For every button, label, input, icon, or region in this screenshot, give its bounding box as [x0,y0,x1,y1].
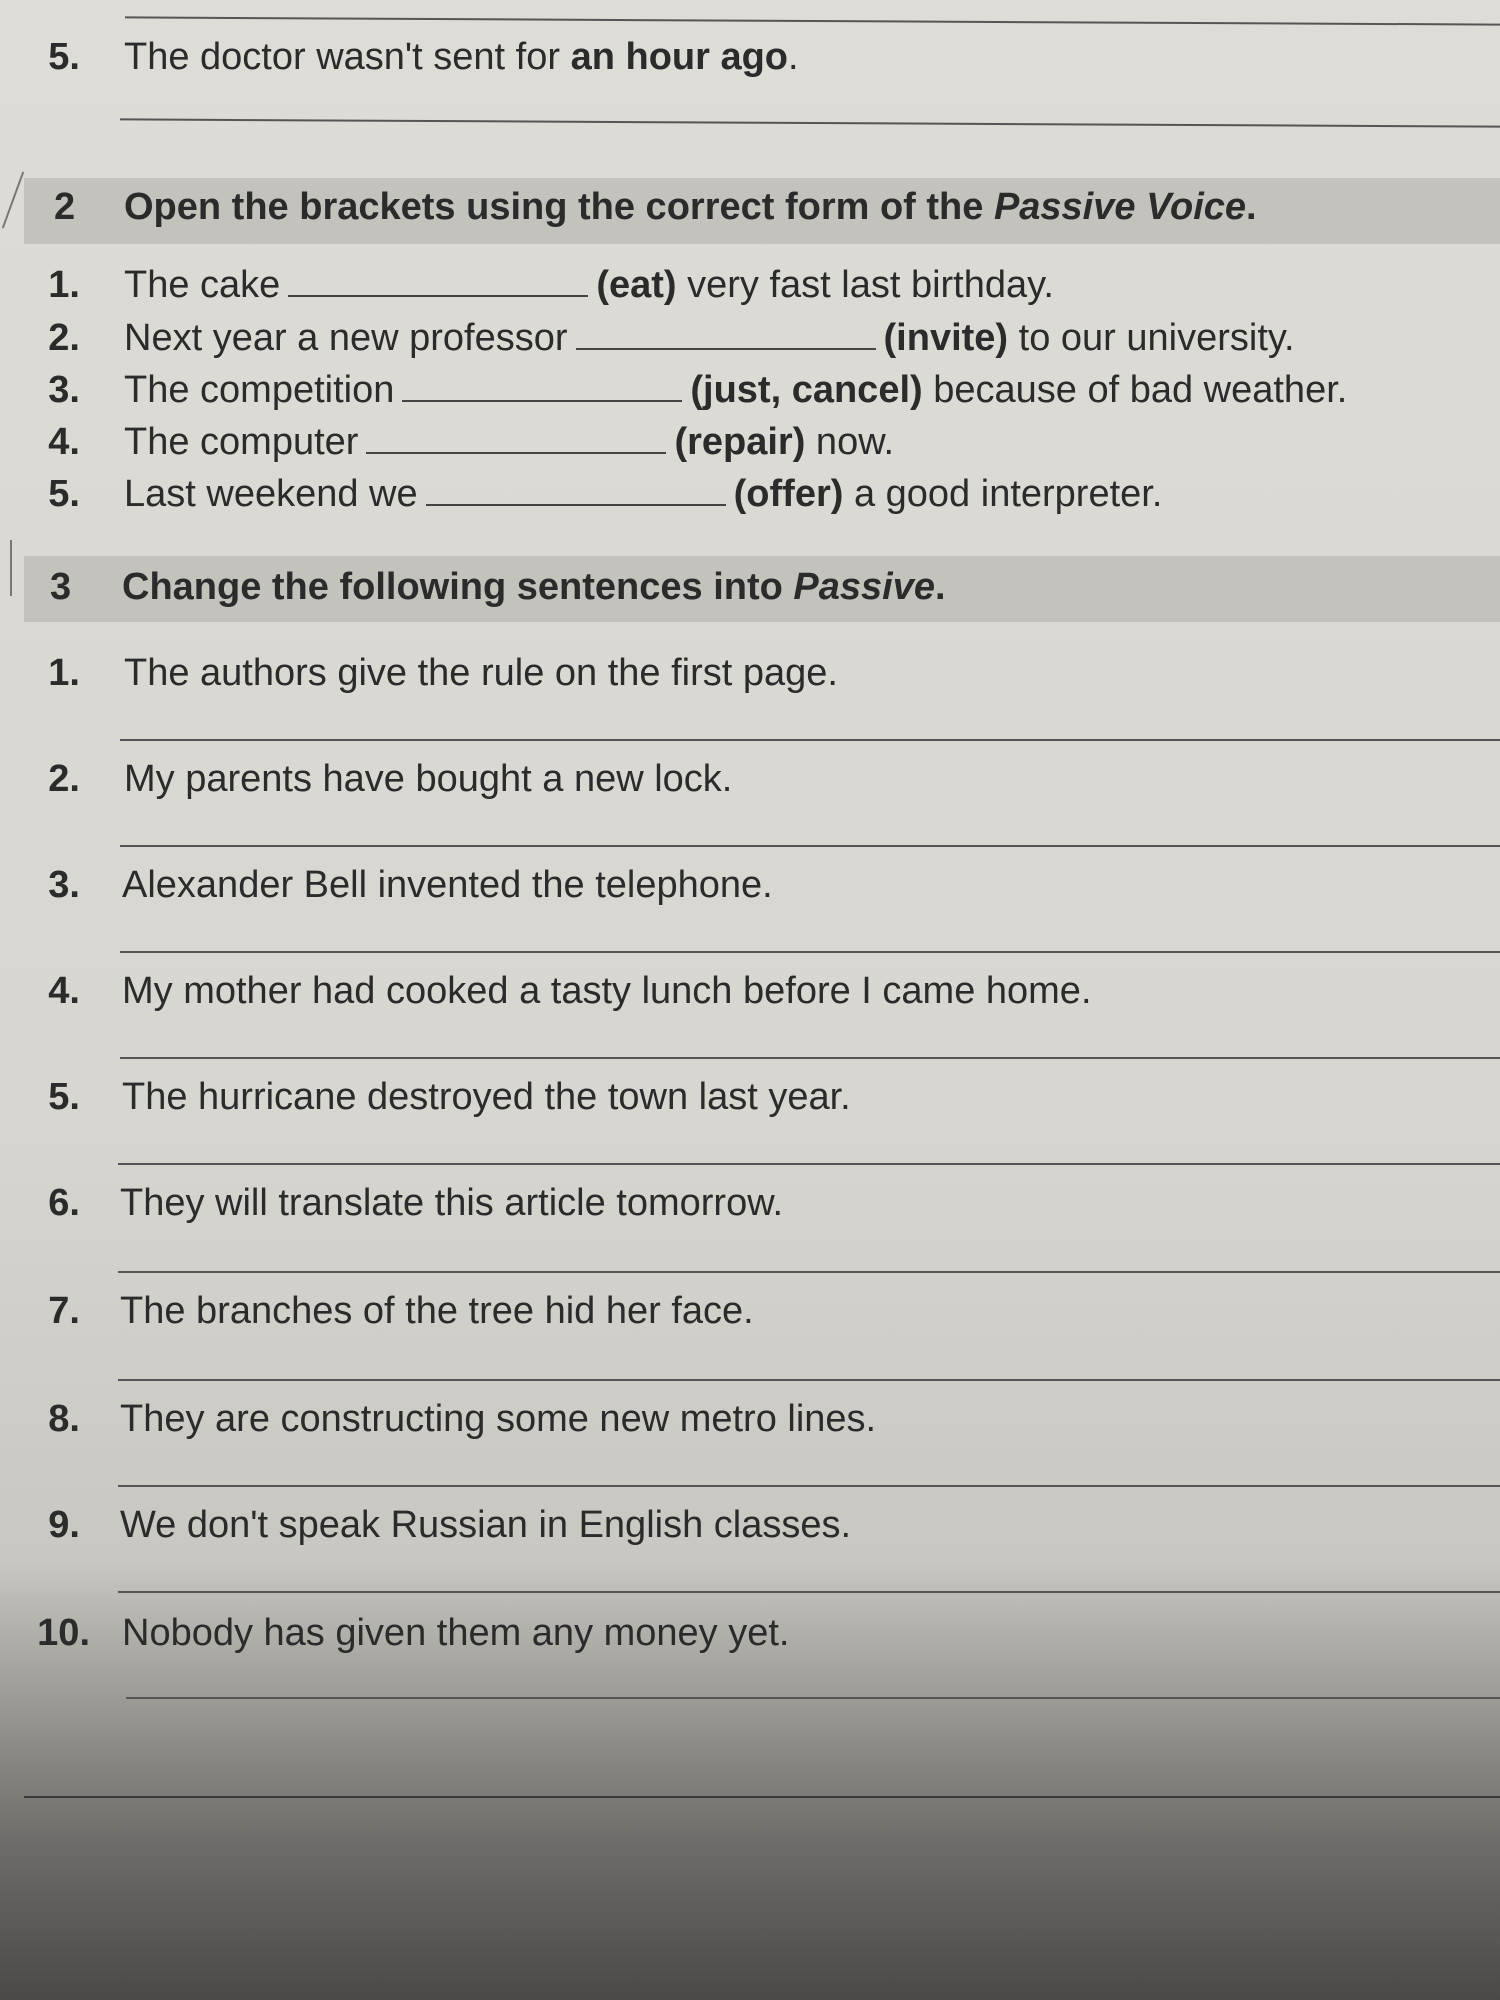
item-number: 6. [48,1182,80,1224]
answer-line[interactable] [118,1271,1500,1273]
item-number: 1. [48,652,80,694]
item-text: The authors give the rule on the first page. [124,652,838,694]
answer-line[interactable] [118,1163,1500,1165]
item-text: Alexander Bell invented the telephone. [122,864,773,906]
item-number: 3. [48,369,80,411]
item-text: to our university. [1008,317,1295,359]
answer-line[interactable] [120,739,1500,741]
section-title-3: 3 Change the following sentences into Passive. [50,566,946,608]
item-number: 9. [48,1504,80,1546]
item-number: 2. [48,758,80,800]
answer-blank[interactable] [402,399,682,402]
item-text: The branches of the tree hid her face. [120,1290,754,1332]
item-text: The hurricane destroyed the town last year. [122,1076,851,1118]
item-number: 10. [37,1612,90,1654]
item-text: The cake [124,264,281,306]
item-number: 5. [48,473,80,515]
verb-hint: (just, cancel) [690,369,923,411]
answer-blank[interactable] [288,294,588,297]
answer-line[interactable] [120,845,1500,847]
answer-line[interactable] [118,1591,1500,1593]
item-number: 8. [48,1398,80,1440]
answer-line[interactable] [120,1057,1500,1059]
item-number: 3. [48,864,80,906]
item-text: They are constructing some new metro lines. [120,1398,877,1440]
answer-line[interactable] [118,1485,1500,1487]
item-text: Next year a new professor [124,317,568,359]
item-text: because of bad weather. [922,369,1348,411]
answer-blank[interactable] [576,347,876,350]
item-text: a good interpreter. [843,473,1163,515]
verb-hint: (invite) [883,317,1009,359]
item-number: 7. [48,1290,80,1332]
answer-line [120,118,1500,127]
answer-line[interactable] [118,1379,1500,1381]
item-text: They will translate this article tomorrow. [120,1182,784,1224]
answer-line[interactable] [126,1697,1500,1699]
item-number: 2. [48,317,80,359]
item-text: very fast last birthday. [676,264,1054,306]
item-text: Nobody has given them any money yet. [122,1612,790,1654]
divider [24,1796,1500,1798]
answer-line[interactable] [120,951,1500,953]
verb-hint: (offer) [733,473,844,515]
item-text: The doctor wasn't sent for an hour ago. [124,36,799,78]
item-text: The computer [124,421,359,463]
margin-mark [2,171,24,228]
item-text: My mother had cooked a tasty lunch before I came home. [122,970,1092,1012]
answer-blank[interactable] [426,503,726,506]
verb-hint: (repair) [674,421,806,463]
item-text: My parents have bought a new lock. [124,758,733,800]
verb-hint: (eat) [596,264,677,306]
item-text: now. [805,421,895,463]
item-number: 5. [48,1076,80,1118]
section-title-2: 2 Open the brackets using the correct form of the Passive Voice. [54,186,1257,228]
answer-line [125,16,1500,25]
item-number: 1. [48,264,80,306]
item-number: 4. [48,421,80,463]
answer-blank[interactable] [366,451,666,454]
item-number: 4. [48,970,80,1012]
item-text: We don't speak Russian in English classes. [120,1504,852,1546]
margin-mark [10,540,12,596]
item-number: 5. [48,36,80,78]
item-text: Last weekend we [124,473,418,515]
item-text: The competition [124,369,395,411]
